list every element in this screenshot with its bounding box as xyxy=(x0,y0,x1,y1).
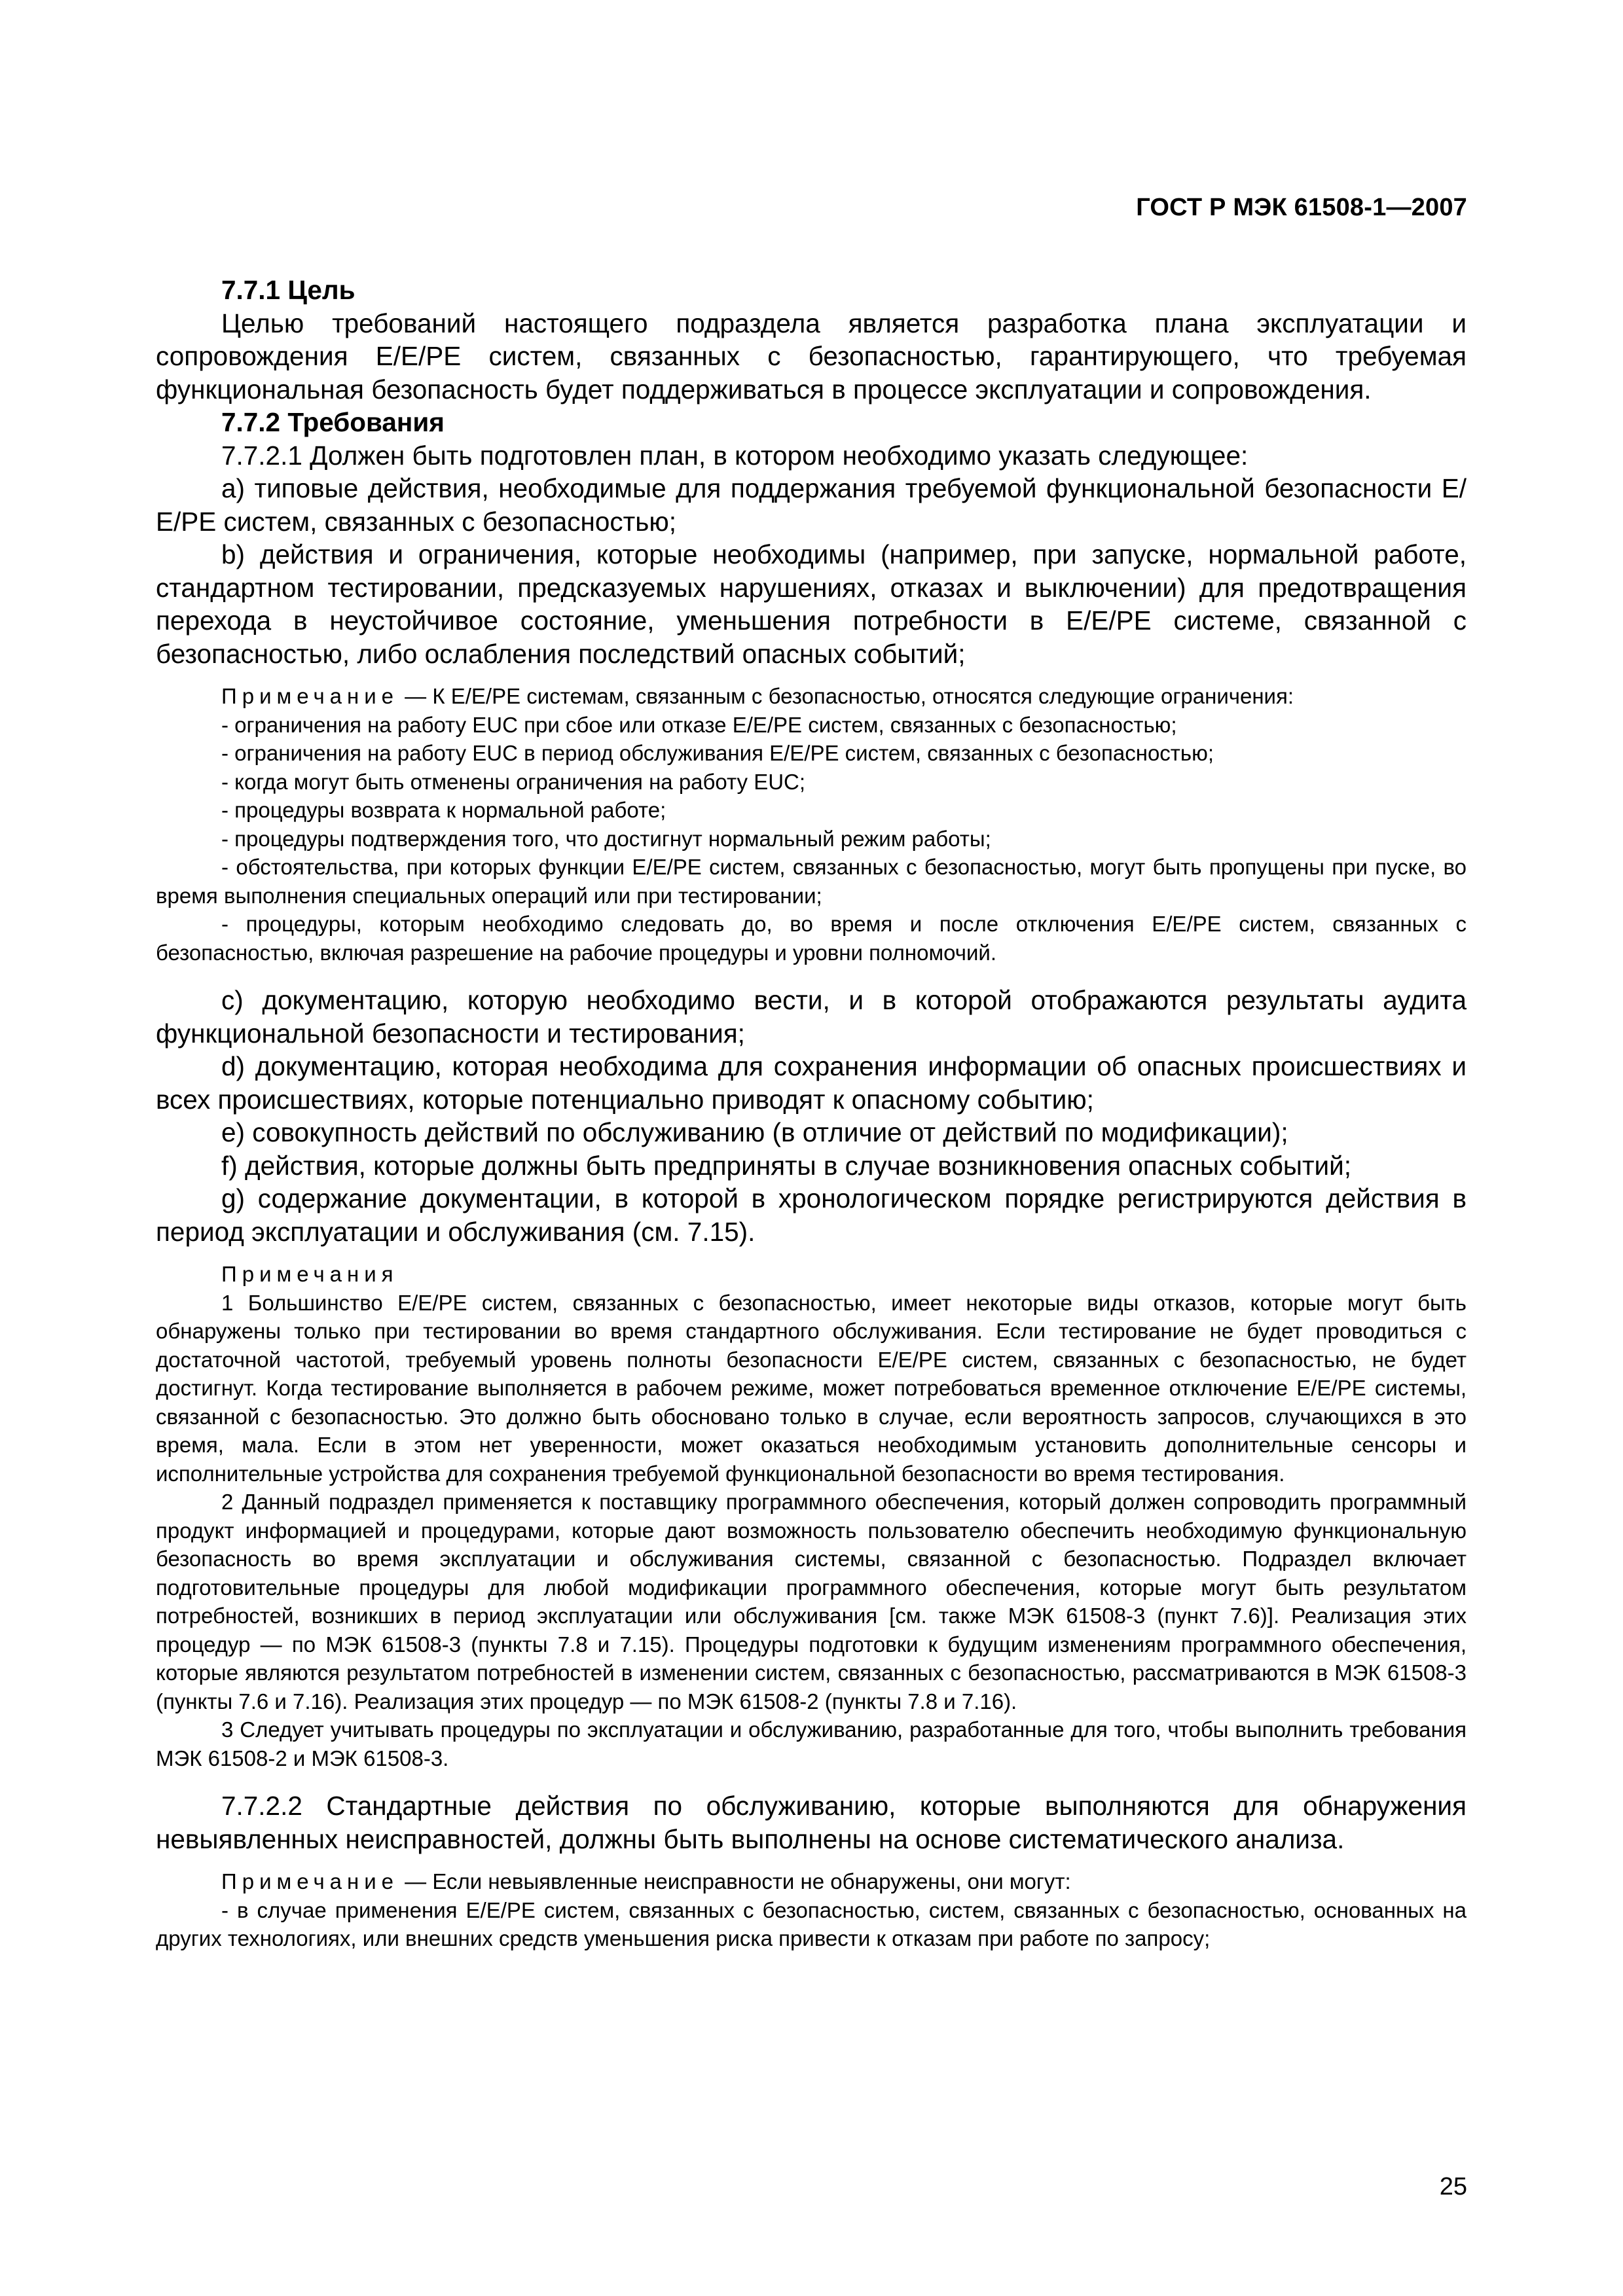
document-code-header: ГОСТ Р МЭК 61508-1—2007 xyxy=(1136,194,1467,221)
list-item-c: с) документацию, которую необходимо вести, и в которой отображаются результаты аудита функциональной безопасности и тестирования; xyxy=(156,985,1467,1049)
note-list-item: - ограничения на работу EUC при сбое или отказе Е/Е/РЕ систем, связанных с безопасностью; xyxy=(221,712,1177,737)
note-block-restrictions xyxy=(156,682,1467,967)
note-list-item: - в случае применения Е/Е/РЕ систем, связанных с безопасностью, систем, связанных с безопасностью, основанных на других технологиях, или внешних средств уменьшения риска привести к отказам при работе по запросу; xyxy=(156,1897,1467,1950)
note-block-undetected-faults xyxy=(156,1867,1467,1953)
page-number: 25 xyxy=(1439,2173,1467,2200)
note-list-item: - процедуры подтверждения того, что достигнут нормальный режим работы; xyxy=(221,826,991,851)
section-body-7-7-1: Целью требований настоящего подраздела является разработка плана эксплуатации и сопровождения Е/Е/РЕ систем, связанных с безопасностью, гарантирующего, что требуемая функциональная безопасность будет поддерживаться в процессе эксплуатации и сопровождения. xyxy=(156,308,1467,404)
note-list-item: - процедуры, которым необходимо следовать до, во время и после отключения Е/Е/РЕ систем, связанных с безопасностью, включая разрешение на рабочие процедуры и уровни полномочий. xyxy=(156,912,1467,965)
page-body xyxy=(156,274,1467,1970)
note-item-3: 3 Следует учитывать процедуры по эксплуатации и обслуживанию, разработанные для того, чтобы выполнить требования МЭК 61508-2 и МЭК 61508-3. xyxy=(156,1717,1467,1770)
clause-7-7-2-1-intro: 7.7.2.1 Должен быть подготовлен план, в котором необходимо указать следующее: xyxy=(221,440,1249,471)
list-item-e: е) совокупность действий по обслуживанию (в отличие от действий по модификации); xyxy=(221,1117,1288,1147)
list-item-b: b) действия и ограничения, которые необходимы (например, при запуске, нормальной работе, стандартном тестировании, предсказуемых нарушениях, отказах и выключении) для предотвращения перехода в неустойчивое состояние, уменьшения потребности в Е/Е/РЕ системе, связанной с безопасностью, либо ослабления последствий опасных событий; xyxy=(156,539,1467,669)
note-item-1: 1 Большинство Е/Е/РЕ систем, связанных с безопасностью, имеет некоторые виды отказов, которые могут быть обнаружены только при тестировании во время стандартного обслуживания. Если тестирование не будет проводиться с достаточной частотой, требуемый уровень полноты безопасности Е/Е/РЕ систем, связанных с безопасностью, не будет достигнут. Когда тестирование выполняется в рабочем режиме, может потребоваться временное отключение Е/Е/РЕ системы, связанной с безопасностью. Это должно быть обосновано только в случае, если вероятность запросов, случающихся в это время, мала. Если в этом нет уверенности, может оказаться необходимым установить дополнительные сенсоры и исполнительные устройства для сохранения требуемой функциональной безопасности во время тестирования. xyxy=(156,1290,1467,1486)
note-label: Примечание xyxy=(221,684,399,708)
clause-7-7-2-2: 7.7.2.2 Стандартные действия по обслуживанию, которые выполняются для обнаружения невыявленных неисправностей, должны быть выполнены на основе систематического анализа. xyxy=(156,1791,1467,1854)
note-label: Примечание xyxy=(221,1869,399,1893)
notes-block xyxy=(156,1260,1467,1772)
note-item-2: 2 Данный подраздел применяется к поставщику программного обеспечения, который должен сопроводить программный продукт информацией и процедурами, которые дают возможность пользователю обеспечить необходимую функциональную безопасность во время эксплуатации и обслуживания системы, связанной с безопасностью. Подраздел включает подготовительные процедуры для любой модификации программного обеспечения, которые могут быть результатом потребностей, возникших в период эксплуатации или обслуживания [см. также МЭК 61508-3 (пункт 7.6)]. Реализация этих процедур — по МЭК 61508-3 (пункты 7.8 и 7.15). Процедуры подготовки к будущим изменениям программного обеспечения, которые являются результатом потребностей в изменении систем, связанных с безопасностью, рассматриваются в МЭК 61508-3 (пункты 7.6 и 7.16). Реализация этих процедур — по МЭК 61508-2 (пункты 7.8 и 7.16). xyxy=(156,1490,1467,1713)
section-heading-7-7-1: 7.7.1 Цель xyxy=(221,275,356,305)
list-item-g: g) содержание документации, в которой в хронологическом порядке регистрируются действия в период эксплуатации и обслуживания (см. 7.15). xyxy=(156,1183,1467,1247)
notes-label: Примечания xyxy=(221,1262,399,1286)
section-heading-7-7-2: 7.7.2 Требования xyxy=(221,407,445,437)
note-intro xyxy=(156,1867,1467,1896)
note-text: — К Е/Е/РЕ системам, связанным с безопасностью, относятся следующие ограничения: xyxy=(399,684,1294,708)
note-list-item: - обстоятельства, при которых функции Е/Е/РЕ систем, связанных с безопасностью, могут быть пропущены при пуске, во время выполнения специальных операций или при тестировании; xyxy=(156,855,1467,908)
note-list-item: - процедуры возврата к нормальной работе; xyxy=(221,798,666,822)
note-list-item: - ограничения на работу EUC в период обслуживания Е/Е/РЕ систем, связанных с безопасностью; xyxy=(221,741,1214,765)
list-item-a: а) типовые действия, необходимые для поддержания требуемой функциональной безопасности Е/Е/РЕ систем, связанных с безопасностью; xyxy=(156,473,1467,537)
note-intro xyxy=(156,682,1467,711)
list-item-f: f) действия, которые должны быть предприняты в случае возникновения опасных событий; xyxy=(221,1150,1352,1181)
note-text: — Если невыявленные неисправности не обнаружены, они могут: xyxy=(399,1869,1071,1893)
note-list-item: - когда могут быть отменены ограничения на работу EUC; xyxy=(221,769,806,794)
list-item-d: d) документацию, которая необходима для сохранения информации об опасных происшествиях и всех происшествиях, которые потенциально приводят к опасному событию; xyxy=(156,1051,1467,1115)
